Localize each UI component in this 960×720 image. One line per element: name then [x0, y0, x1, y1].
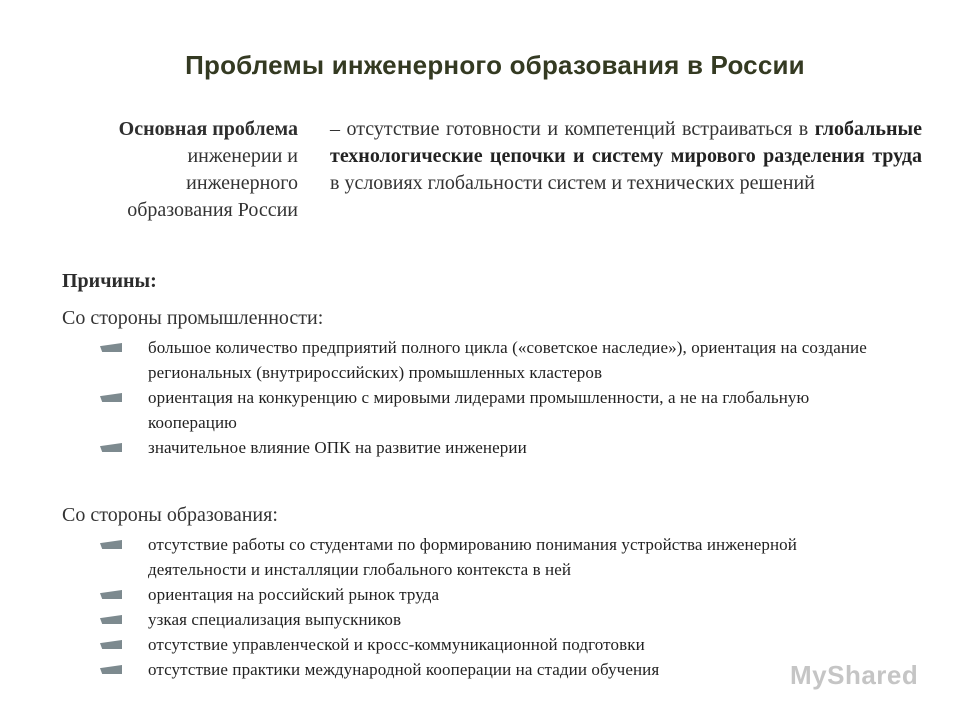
list-item-text: ориентация на конкуренцию с мировыми лидерами промышленности, а не на глобальную кооперацию — [148, 388, 810, 432]
list-item-text: большое количество предприятий полного цикла («советское наследие»), ориентация на создание региональных (внутрироссийских) промышленных кластеров — [148, 338, 867, 382]
main-problem-description — [330, 116, 922, 197]
main-problem-label-line: образования России — [127, 199, 298, 221]
causes-heading: Причины: — [62, 270, 157, 292]
main-problem-label-bold: Основная проблема — [118, 118, 298, 140]
list-item-text: значительное влияние ОПК на развитие инженерии — [148, 438, 527, 457]
list-item — [100, 335, 890, 385]
bullet-icon — [100, 343, 122, 352]
description-part-2: в условиях глобальности систем и технических решений — [330, 172, 815, 194]
list-item — [100, 657, 890, 682]
bullet-icon — [100, 665, 122, 674]
description-part-1: – отсутствие готовности и компетенций встраиваться в — [330, 118, 815, 140]
list-item — [100, 632, 890, 657]
list-item — [100, 607, 890, 632]
bullet-icon — [100, 640, 122, 649]
list-item — [100, 435, 890, 460]
bullet-icon — [100, 590, 122, 599]
education-list — [100, 532, 890, 682]
list-item — [100, 582, 890, 607]
watermark-logo: MyShared — [790, 660, 919, 690]
main-problem-label — [30, 116, 298, 224]
main-problem-label-line: инженерного — [186, 172, 298, 194]
description-bold: глобальные технологические цепочки и систему мирового разделения труда — [330, 118, 922, 167]
list-item-text: отсутствие управленческой и кросс-коммуникационной подготовки — [148, 635, 645, 654]
list-item — [100, 532, 890, 582]
list-item — [100, 385, 890, 435]
list-item-text: узкая специализация выпускников — [148, 610, 402, 629]
bullet-icon — [100, 393, 122, 402]
list-item-text: отсутствие работы со студентами по формированию понимания устройства инженерной деятельности и инсталляции глобального контекста в ней — [148, 535, 797, 579]
industry-heading: Со стороны промышленности: — [62, 307, 324, 329]
list-item-text: ориентация на российский рынок труда — [148, 585, 440, 604]
list-item-text: отсутствие практики международной кооперации на стадии обучения — [148, 660, 660, 679]
bullet-icon — [100, 540, 122, 549]
education-heading: Со стороны образования: — [62, 504, 278, 526]
industry-list — [100, 335, 890, 460]
main-problem-label-line: инженерии и — [187, 145, 298, 167]
bullet-icon — [100, 615, 122, 624]
slide-title: Проблемы инженерного образования в России — [185, 50, 805, 80]
bullet-icon — [100, 443, 122, 452]
